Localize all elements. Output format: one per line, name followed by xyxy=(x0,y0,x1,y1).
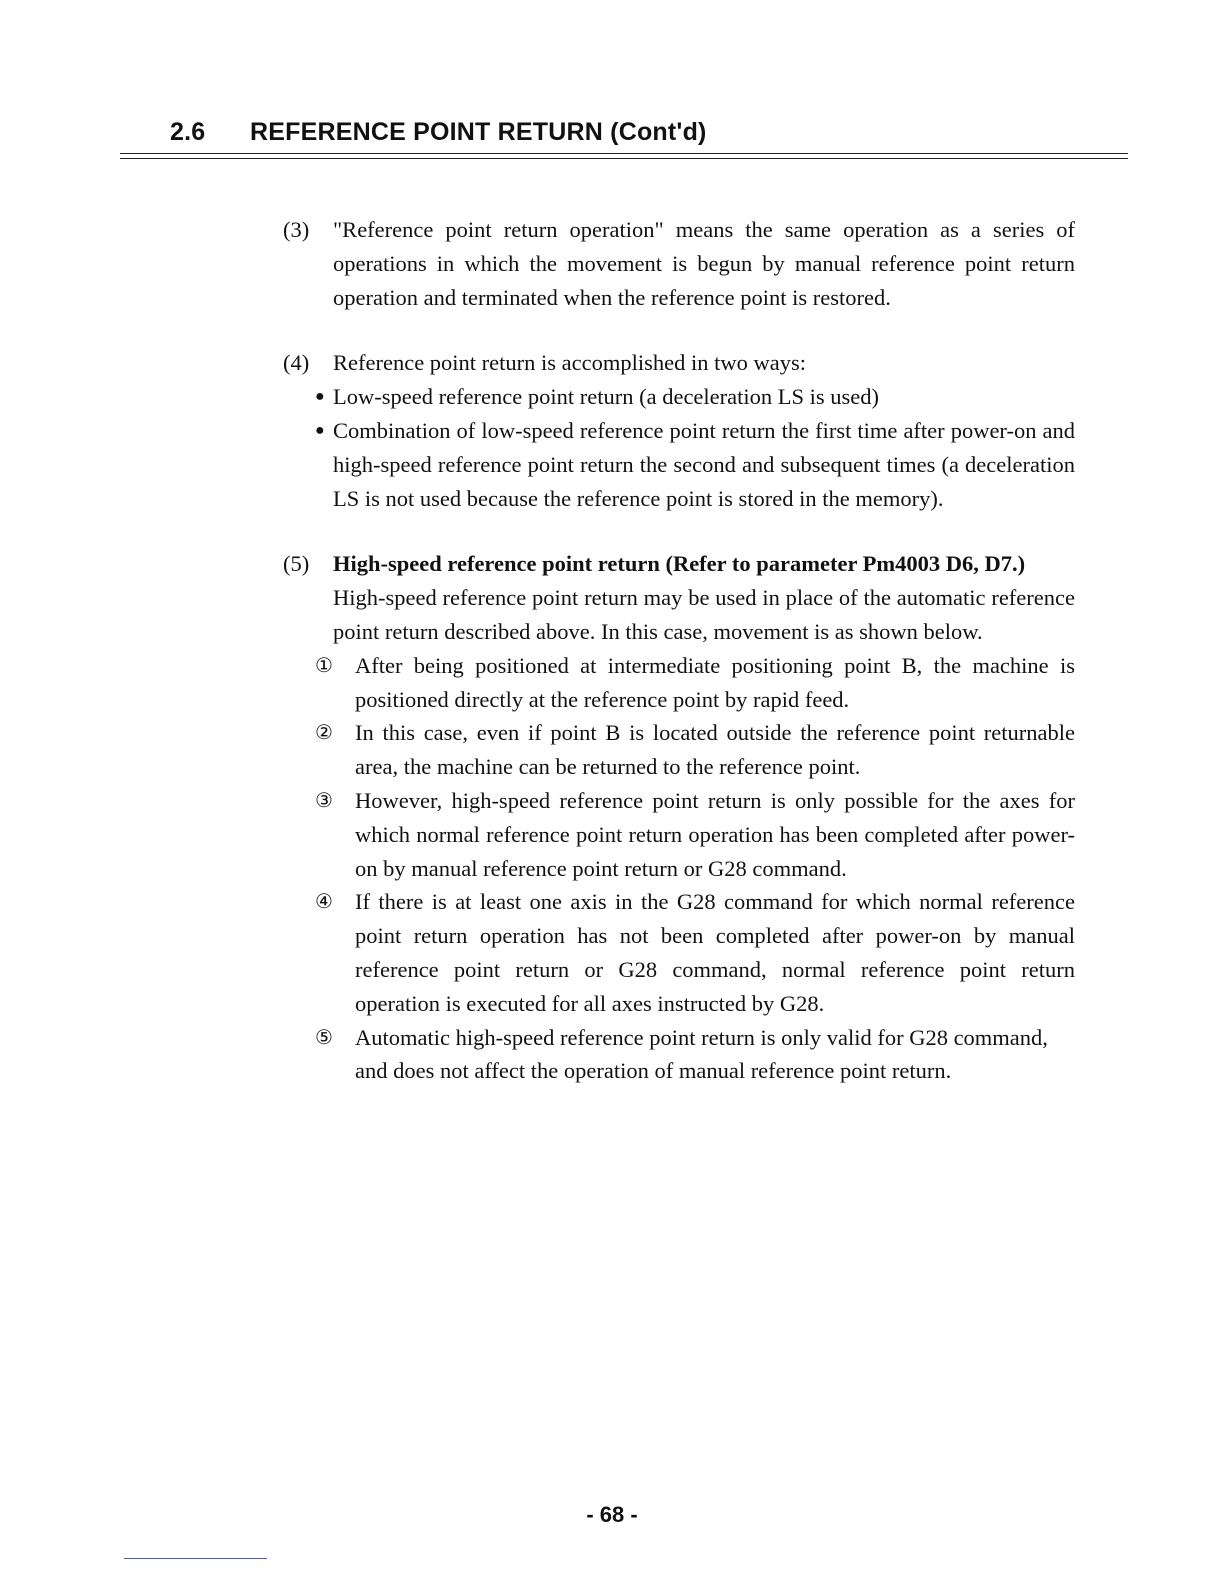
bullet-item xyxy=(315,414,1075,515)
heading-rule-bottom xyxy=(120,158,1128,159)
bullet-list xyxy=(315,380,1075,515)
sub-list xyxy=(311,649,1075,1088)
footer-rule xyxy=(124,1558,267,1559)
circled-number-icon: ④ xyxy=(315,889,333,914)
sub-item xyxy=(311,649,1075,717)
page-number: - 68 - xyxy=(586,1502,638,1527)
bullet-item xyxy=(315,380,1075,414)
section-number: 2.6 xyxy=(170,118,206,146)
sub-item xyxy=(311,885,1075,1020)
bullet-dot-icon: ● xyxy=(315,421,325,439)
list-item-4 xyxy=(283,346,1075,515)
item-text: "Reference point return operation" means the same operation as a series of operations in which the movement is begun by manual reference point return operation and terminated when the reference point is restored. xyxy=(333,217,1075,310)
sub-item-text: Automatic high-speed reference point return is only valid for G28 command, and does not affect the operation of manual reference point return. xyxy=(355,1024,1048,1084)
list-item-3 xyxy=(283,213,1075,314)
bullet-text: Low-speed reference point return (a deceleration LS is used) xyxy=(333,384,880,410)
sub-item xyxy=(311,1021,1075,1089)
circled-number-icon: ② xyxy=(315,720,333,745)
sub-item-text: If there is at least one axis in the G28 command for which normal reference point return operation has not been completed after power-on by manual reference point return or G28 command, normal reference point return operation is executed for all axes instructed by G28. xyxy=(355,889,1075,1016)
bullet-dot-icon: ● xyxy=(315,388,325,406)
item-marker: (4) xyxy=(283,350,310,376)
circled-number-icon: ⑤ xyxy=(315,1024,333,1049)
circled-number-icon: ③ xyxy=(315,787,333,812)
page-body xyxy=(283,213,1075,1088)
sub-item-text: After being positioned at intermediate positioning point B, the machine is positioned directly at the reference point by rapid feed. xyxy=(355,652,1075,712)
item-text: Reference point return is accomplished in two ways: xyxy=(333,350,806,376)
circled-number-icon: ① xyxy=(315,652,333,677)
item-title: High-speed reference point return (Refer to parameter Pm4003 D6, D7.) xyxy=(333,551,1026,577)
section-heading xyxy=(170,116,707,148)
list-item-5 xyxy=(283,547,1075,1088)
heading-rule-top xyxy=(120,153,1128,154)
item-marker: (5) xyxy=(283,551,310,577)
sub-item-text: In this case, even if point B is located outside the reference point returnable area, the machine can be returned to the reference point. xyxy=(355,720,1075,780)
item-text: High-speed reference point return may be used in place of the automatic reference point return described above. In this case, movement is as shown below. xyxy=(333,585,1075,644)
section-title: REFERENCE POINT RETURN (Cont'd) xyxy=(250,118,707,146)
sub-item-text: However, high-speed reference point return is only possible for the axes for which normal reference point return operation has been completed after power-on by manual reference point return or G28 command. xyxy=(355,787,1075,881)
sub-item xyxy=(311,784,1075,885)
item-marker: (3) xyxy=(283,217,310,242)
bullet-text: Combination of low-speed reference point return the first time after power-on and high-speed reference point return the second and subsequent times (a deceleration LS is not used because the reference point is stored in the memory). xyxy=(333,417,1075,511)
sub-item xyxy=(311,716,1075,784)
